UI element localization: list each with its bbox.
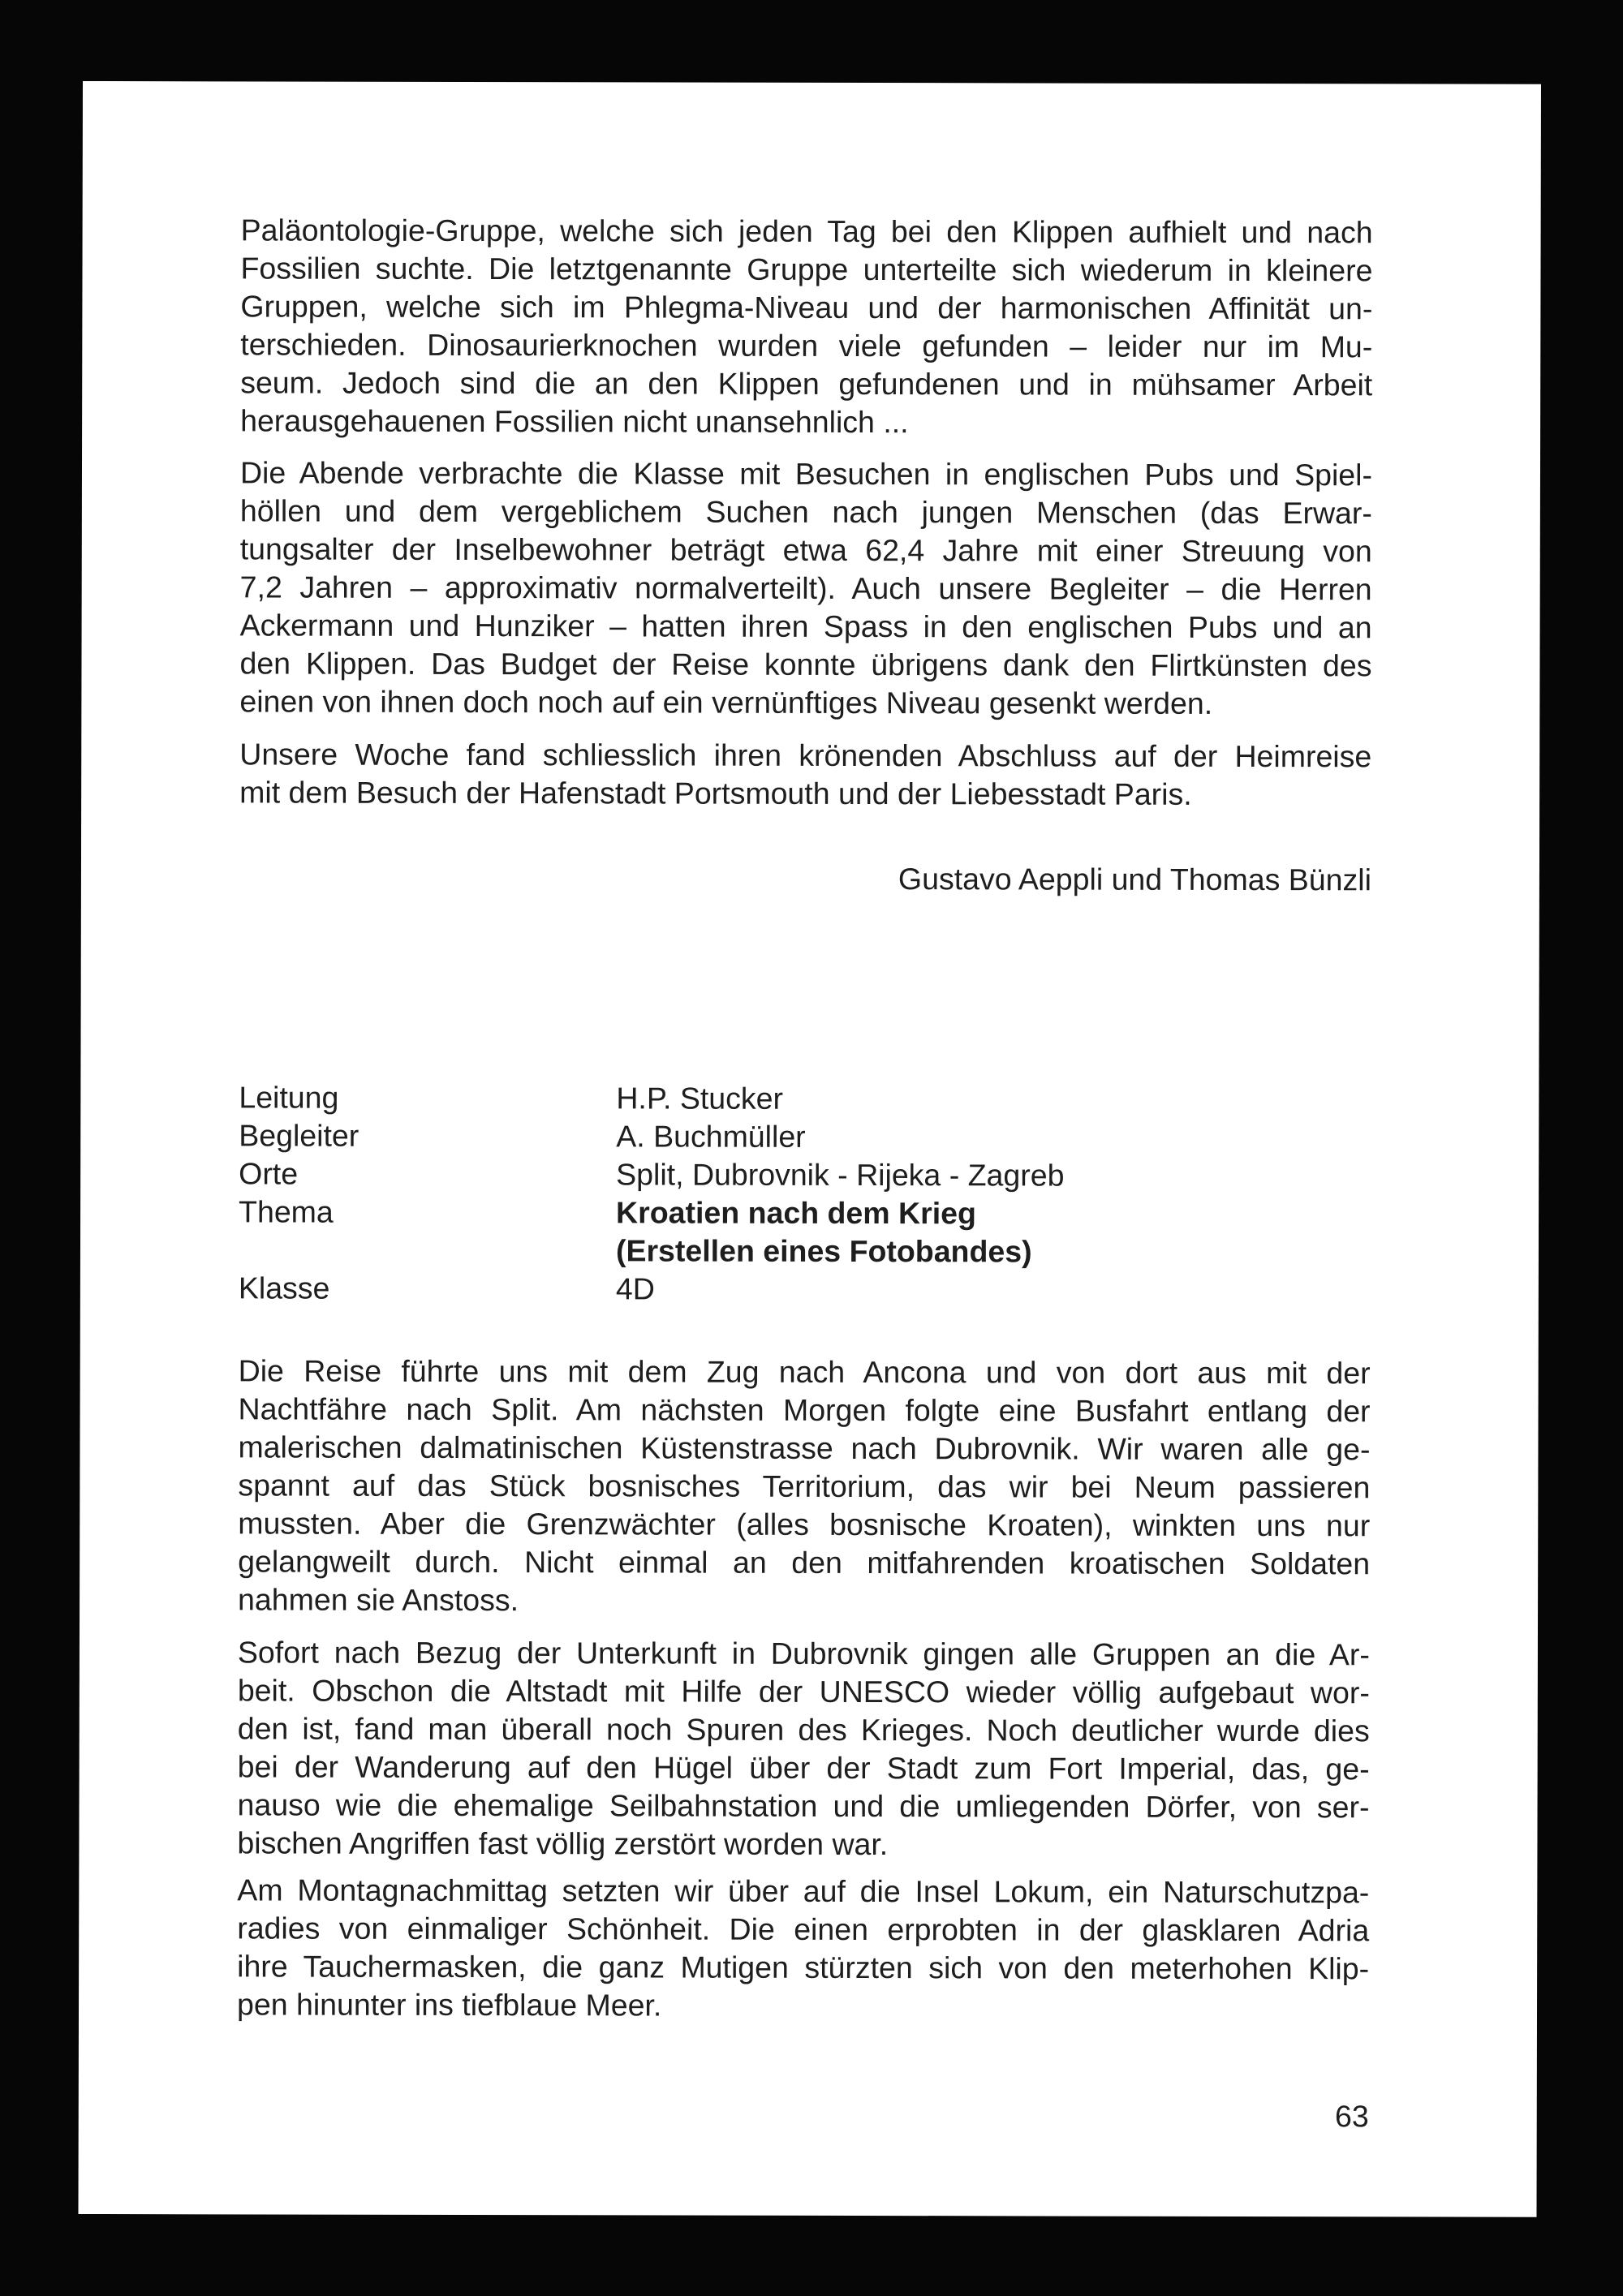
text-line: Ackermann und Hunziker – hatten ihren Spass in den englischen Pubs und an bbox=[239, 608, 1372, 645]
article2-paragraph-2 bbox=[237, 1633, 1370, 1864]
text-line: seum. Jedoch sind die an den Klippen gefundenen und in mühsamer Arbeit bbox=[240, 365, 1373, 402]
article1-signature: Gustavo Aeppli und Thomas Bünzli bbox=[898, 862, 1371, 897]
trip-info-label: Begleiter bbox=[239, 1118, 359, 1153]
article2-paragraph-1 bbox=[238, 1352, 1371, 1621]
trip-info-value: A. Buchmüller bbox=[616, 1119, 806, 1154]
trip-info-value: 4D bbox=[615, 1271, 655, 1306]
text-line: Fossilien suchte. Die letztgenannte Gruppe unterteilte sich wiederum in kleinere bbox=[240, 251, 1373, 288]
text-line: höllen und dem vergeblichem Suchen nach jungen Menschen (das Erwar- bbox=[239, 493, 1372, 531]
text-line: spannt auf das Stück bosnisches Territorium, das wir bei Neum passieren bbox=[238, 1468, 1371, 1505]
text-line: Unsere Woche fand schliesslich ihren krönenden Abschluss auf der Heimreise bbox=[239, 737, 1372, 774]
trip-info-label: Thema bbox=[239, 1194, 334, 1229]
trip-info-label: Klasse bbox=[238, 1271, 330, 1305]
trip-info-row-thema bbox=[239, 1193, 1371, 1233]
text-line: mit dem Besuch der Hafenstadt Portsmouth und der Liebesstadt Paris. bbox=[239, 775, 1192, 811]
trip-info-value: Split, Dubrovnik - Rijeka - Zagreb bbox=[616, 1157, 1065, 1193]
trip-info-value: H.P. Stucker bbox=[616, 1081, 784, 1116]
trip-info-table bbox=[239, 1078, 1371, 1309]
text-line: nahmen sie Anstoss. bbox=[238, 1582, 519, 1618]
trip-info-row-begleiter bbox=[239, 1116, 1371, 1157]
text-line: Nachtfähre nach Split. Am nächsten Morgen folgte eine Busfahrt entlang der bbox=[238, 1391, 1371, 1429]
article1-paragraph-3 bbox=[239, 735, 1371, 814]
article2-paragraph-3 bbox=[237, 1871, 1369, 2026]
article1-paragraph-1 bbox=[240, 211, 1373, 442]
text-line: bischen Angriffen fast völlig zerstört worden war. bbox=[237, 1825, 889, 1862]
trip-info-row-orte bbox=[239, 1154, 1371, 1195]
trip-info-row-thema-continued bbox=[239, 1231, 1371, 1271]
text-line: malerischen dalmatinischen Küstenstrasse nach Dubrovnik. Wir waren alle ge- bbox=[238, 1430, 1371, 1467]
text-line: beit. Obschon die Altstadt mit Hilfe der UNESCO wieder völlig aufgebaut wor- bbox=[237, 1673, 1370, 1710]
text-line: tungsalter der Inselbewohner beträgt etwa 62,4 Jahre mit einer Streuung von bbox=[239, 531, 1372, 569]
trip-info-row-leitung bbox=[239, 1078, 1371, 1119]
text-line: ihre Tauchermasken, die ganz Mutigen stürzten sich von den meterhohen Klip- bbox=[237, 1949, 1370, 1986]
text-line: terschieden. Dinosaurierknochen wurden viele gefunden – leider nur im Mu- bbox=[240, 327, 1373, 364]
text-line: Die Reise führte uns mit dem Zug nach Ancona und von dort aus mit der bbox=[238, 1353, 1371, 1391]
text-line: nauso wie die ehemalige Seilbahnstation und die umliegenden Dörfer, von ser- bbox=[237, 1787, 1370, 1825]
text-line: den Klippen. Das Budget der Reise konnte übrigens dank den Flirtkünsten des bbox=[239, 646, 1372, 683]
text-line: Sofort nach Bezug der Unterkunft in Dubrovnik gingen alle Gruppen an die Ar- bbox=[237, 1635, 1370, 1672]
trip-info-row-klasse bbox=[239, 1269, 1371, 1309]
text-line: Am Montagnachmittag setzten wir über auf die Insel Lokum, ein Naturschutzpa- bbox=[237, 1872, 1370, 1910]
text-line: Die Abende verbrachte die Klasse mit Besuchen in englischen Pubs und Spiel- bbox=[239, 455, 1373, 492]
document-page bbox=[78, 81, 1541, 2217]
text-line: radies von einmaliger Schönheit. Die einen erprobten in der glasklaren Adria bbox=[237, 1911, 1370, 1948]
article1-paragraph-2 bbox=[239, 454, 1372, 723]
text-line: den ist, fand man überall noch Spuren des Krieges. Noch deutlicher wurde dies bbox=[237, 1711, 1370, 1748]
text-line: Paläontologie-Gruppe, welche sich jeden Tag bei den Klippen aufhielt und nach bbox=[240, 213, 1373, 250]
trip-info-label: Orte bbox=[239, 1156, 299, 1191]
trip-info-value-theme-subtitle: (Erstellen eines Fotobandes) bbox=[615, 1233, 1032, 1269]
text-line: pen hinunter ins tiefblaue Meer. bbox=[236, 1987, 662, 2023]
trip-info-label bbox=[239, 1231, 616, 1270]
page-number: 63 bbox=[1334, 2099, 1369, 2134]
text-line: gelangweilt durch. Nicht einmal an den mitfahrenden kroatischen Soldaten bbox=[238, 1544, 1371, 1581]
trip-info-label: Leitung bbox=[239, 1080, 339, 1115]
text-line: mussten. Aber die Grenzwächter (alles bosnische Kroaten), winkten uns nur bbox=[238, 1506, 1371, 1543]
trip-info-value-theme: Kroatien nach dem Krieg bbox=[616, 1195, 976, 1231]
text-line: 7,2 Jahren – approximativ normalverteilt). Auch unsere Begleiter – die Herren bbox=[239, 570, 1372, 607]
text-line: herausgehauenen Fossilien nicht unansehnlich ... bbox=[240, 403, 909, 440]
text-line: Gruppen, welche sich im Phlegma-Niveau und der harmonischen Affinität un- bbox=[240, 289, 1373, 326]
text-line: einen von ihnen doch noch auf ein vernünftiges Niveau gesenkt werden. bbox=[239, 684, 1213, 720]
text-line: bei der Wanderung auf den Hügel über der Stadt zum Fort Imperial, das, ge- bbox=[237, 1749, 1370, 1786]
